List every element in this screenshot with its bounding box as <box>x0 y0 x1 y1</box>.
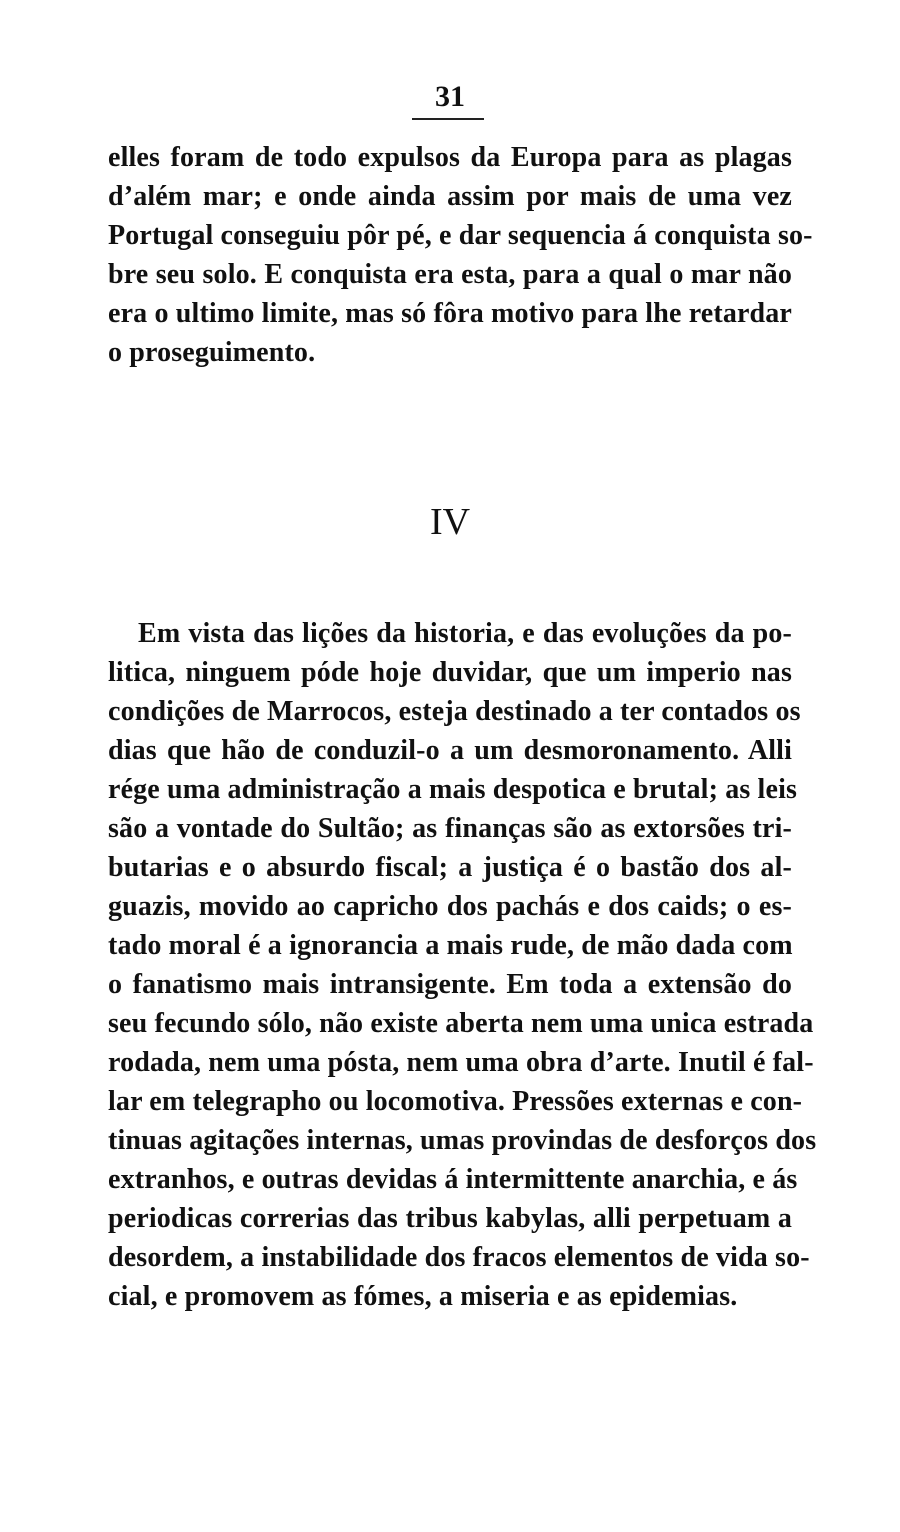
text-line: butarias e o absurdo fiscal; a justiça é o bastão dos al- <box>108 852 792 883</box>
text-line: litica, ninguem póde hoje duvidar, que um imperio nas <box>108 657 792 688</box>
text-line: condições de Marrocos, esteja destinado a ter contados os <box>108 696 801 727</box>
text-line: o fanatismo mais intransigente. Em toda a extensão do <box>108 969 792 1000</box>
text-line: extranhos, e outras devidas á intermittente anarchia, e ás <box>108 1164 798 1195</box>
text-line: são a vontade do Sultão; as finanças são as extorsões tri- <box>108 813 792 844</box>
text-line: rodada, nem uma pósta, nem uma obra d’arte. Inutil é fal- <box>108 1047 814 1078</box>
text-line: era o ultimo limite, mas só fôra motivo para lhe retardar <box>108 298 792 329</box>
text-line: elles foram de todo expulsos da Europa para as plagas <box>108 142 792 173</box>
text-line: Em vista das lições da historia, e das evoluções da po- <box>138 618 792 649</box>
text-line: cial, e promovem as fómes, a miseria e as epidemias. <box>108 1281 738 1312</box>
section-heading: IV <box>429 501 471 543</box>
text-line: periodicas correrias das tribus kabylas, alli perpetuam a <box>108 1203 792 1234</box>
text-line: tinuas agitações internas, umas provindas de desforços dos <box>108 1125 817 1156</box>
text-line: tado moral é a ignorancia a mais rude, de mão dada com <box>108 930 793 961</box>
text-line: bre seu solo. E conquista era esta, para a qual o mar não <box>108 259 792 290</box>
page-number-rule <box>412 118 484 120</box>
text-line: dias que hão de conduzil-o a um desmoronamento. Alli <box>108 735 792 766</box>
text-line: seu fecundo sólo, não existe aberta nem uma unica estrada <box>108 1008 814 1039</box>
text-line: d’além mar; e onde ainda assim por mais de uma vez <box>108 181 792 212</box>
text-line: desordem, a instabilidade dos fracos elementos de vida so- <box>108 1242 810 1273</box>
paragraph-section-iv <box>108 614 817 1316</box>
text-line: guazis, movido ao capricho dos pachás e dos caids; o es- <box>108 891 792 922</box>
page-number: 31 <box>435 80 465 113</box>
text-line: rége uma administração a mais despotica e brutal; as leis <box>108 774 798 805</box>
text-line: lar em telegrapho ou locomotiva. Pressões externas e con- <box>108 1086 803 1117</box>
text-line: Portugal conseguiu pôr pé, e dar sequencia á conquista so- <box>108 220 813 251</box>
text-line: o proseguimento. <box>108 337 316 368</box>
paragraph-continued <box>108 138 813 372</box>
